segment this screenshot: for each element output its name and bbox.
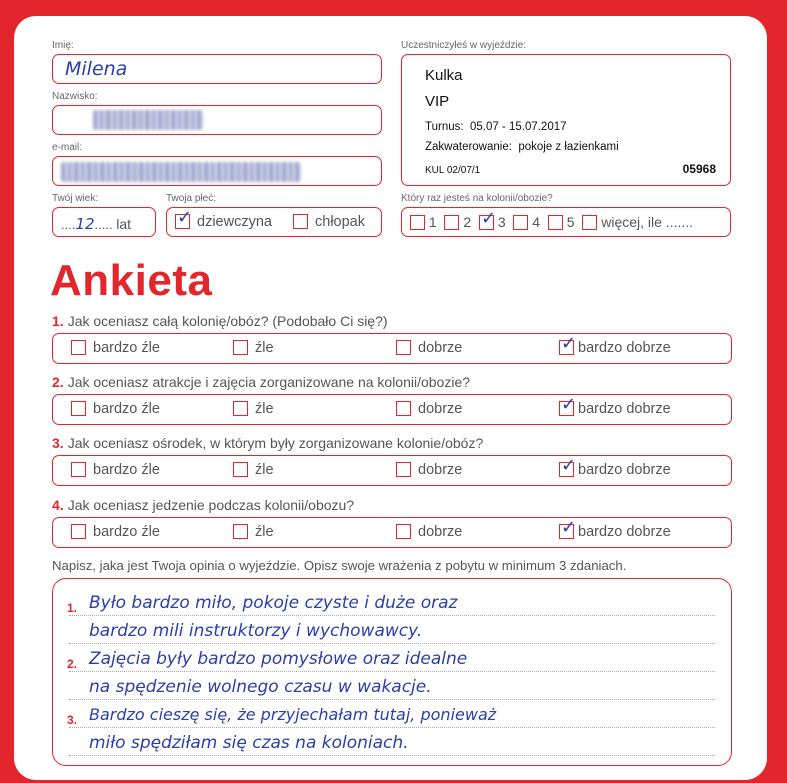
times-checkbox-more[interactable] [582,215,597,230]
zakwaterowanie-label: Zakwaterowanie: [425,141,512,153]
answer-label: bardzo dobrze [578,524,671,540]
question-3 [52,435,483,451]
question-2 [52,374,470,390]
answer-row-3 [52,455,732,486]
plec-checkbox-dziewczyna[interactable] [175,206,193,229]
question-text: Jak oceniasz jedzenie podczas kolonii/obozu? [67,497,355,513]
answer-option[interactable] [233,340,274,356]
question-text: Jak oceniasz atrakcje i zajęcia zorganizowane na kolonii/obozie? [67,374,471,390]
question-1 [52,313,388,329]
email-redacted [61,162,301,182]
trip-zakwaterowanie [425,141,619,153]
trip-label: Uczestniczyłeś w wyjeździe: [401,40,527,51]
answer-label: bardzo dobrze [578,401,671,417]
times-checkbox-1[interactable] [410,215,425,230]
answer-option[interactable] [396,524,462,540]
opinion-line-5: Bardzo cieszę się, że przyjechałam tutaj, ponieważ [89,705,497,724]
trip-code: KUL 02/07/1 [425,165,481,176]
question-number: 1. [52,313,64,329]
answer-checkbox[interactable] [396,401,411,416]
check-mark-icon: ✓ [561,332,577,354]
wiek-row [61,215,131,233]
survey-title: Ankieta [50,256,213,305]
answer-label: dobrze [418,401,463,417]
check-mark-icon: ✓ [561,516,577,538]
answer-label: bardzo dobrze [578,462,671,478]
answer-checkbox[interactable] [233,524,248,539]
ruled-line [69,755,715,756]
opinion-number-3: 3. [67,713,78,727]
answer-checkbox[interactable] [71,401,86,416]
answer-option[interactable] [71,401,160,417]
opinion-number-1: 1. [67,601,78,615]
times-checkbox-5[interactable] [548,215,563,230]
opinion-line-4: na spędzenie wolnego czasu w wakacje. [89,677,432,697]
answer-label: dobrze [418,340,463,356]
answer-option[interactable] [559,393,671,417]
question-4 [52,497,354,513]
times-label: Który raz jesteś na kolonii/obozie? [401,193,553,204]
answer-row-4 [52,517,732,548]
answer-checkbox[interactable] [396,340,411,355]
nazwisko-field[interactable] [52,105,382,135]
answer-row-2 [52,394,732,425]
ruled-line [69,643,715,644]
answer-checkbox[interactable] [396,524,411,539]
plec-option-label: chłopak [315,214,365,230]
wiek-dots-left: .... [61,217,76,232]
plec-label: Twoja płeć: [166,193,217,204]
ruled-line [69,671,715,672]
answer-option[interactable] [233,401,274,417]
wiek-unit: lat [116,216,132,232]
question-number: 4. [52,497,64,513]
opinion-number-2: 2. [67,657,78,671]
answer-option[interactable] [71,340,160,356]
answer-checkbox[interactable] [559,516,577,539]
times-options [410,207,694,231]
check-mark-icon: ✓ [177,206,193,228]
answer-label: źle [255,462,274,478]
check-mark-icon: ✓ [561,454,577,476]
answer-option[interactable] [396,340,462,356]
plec-option-chlopak[interactable] [293,214,365,230]
wiek-value: 12 [75,215,95,233]
question-number: 2. [52,374,64,390]
answer-label: bardzo źle [93,462,160,478]
answer-label: bardzo źle [93,340,160,356]
answer-checkbox[interactable] [233,401,248,416]
times-field [401,207,731,237]
answer-option[interactable] [559,332,671,356]
opinion-line-3: Zajęcia były bardzo pomysłowe oraz idealne [89,649,468,669]
times-option-label: 1 [428,214,437,230]
times-option-label: 4 [532,214,541,230]
times-option-label: 5 [566,214,575,230]
plec-option-label: dziewczyna [197,214,272,230]
answer-checkbox[interactable] [71,462,86,477]
plec-field [166,207,382,237]
answer-label: dobrze [418,524,463,540]
times-option-label: 3 [497,214,506,230]
imie-label: Imię: [52,40,74,51]
ruled-line [69,727,715,728]
opinion-prompt: Napisz, jaka jest Twoja opinia o wyjeździe. Opisz swoje wrażenia z pobytu w minimum 3 zdaniach. [52,558,627,573]
trip-turnus [425,121,567,133]
answer-checkbox[interactable] [559,332,577,355]
answer-option[interactable] [233,462,274,478]
answer-option[interactable] [71,462,160,478]
turnus-value: 05.07 - 15.07.2017 [469,121,567,133]
answer-option[interactable] [396,462,462,478]
trip-tier: VIP [425,93,450,110]
wiek-field[interactable] [52,207,156,237]
answer-checkbox[interactable] [233,462,248,477]
answer-option[interactable] [559,516,671,540]
answer-label: dobrze [418,462,463,478]
times-more-label: więcej, ile ....... [601,214,694,230]
survey-card [14,16,767,780]
times-option-label: 2 [463,214,472,230]
answer-label: źle [255,401,274,417]
check-mark-icon: ✓ [561,393,577,415]
trip-name: Kulka [425,67,463,84]
answer-option[interactable] [396,401,462,417]
opinion-line-1: Było bardzo miło, pokoje czyste i duże oraz [89,593,458,613]
imie-value: Milena [65,58,128,80]
trip-number: 05968 [682,162,716,176]
opinion-line-2: bardzo mili instruktorzy i wychowawcy. [89,621,423,641]
wiek-label: Twój wiek: [52,193,99,204]
wiek-dots-right: ..... [94,217,113,232]
answer-row-1 [52,333,732,364]
nazwisko-label: Nazwisko: [52,91,98,102]
opinion-box[interactable] [52,578,732,766]
zakwaterowanie-value: pokoje z łazienkami [518,141,619,153]
answer-option[interactable] [559,454,671,478]
question-text: Jak oceniasz ośrodek, w którym były zorganizowane kolonie/obóz? [67,435,484,451]
answer-checkbox[interactable] [233,340,248,355]
times-checkbox-4[interactable] [513,215,528,230]
answer-label: bardzo źle [93,524,160,540]
answer-label: bardzo źle [93,401,160,417]
trip-box [401,54,731,186]
answer-checkbox[interactable] [559,393,577,416]
email-label: e-mail: [52,142,83,153]
answer-option[interactable] [71,524,160,540]
answer-checkbox[interactable] [559,454,577,477]
question-number: 3. [52,435,64,451]
email-field[interactable] [52,156,382,186]
answer-checkbox[interactable] [396,462,411,477]
answer-label: źle [255,340,274,356]
opinion-line-6: miło spędziłam się czas na koloniach. [89,733,409,753]
imie-field[interactable] [52,54,382,84]
times-checkbox-3[interactable] [479,207,497,230]
answer-checkbox[interactable] [71,340,86,355]
turnus-label: Turnus: [425,121,464,133]
ruled-line [69,615,715,616]
plec-option-dziewczyna[interactable] [175,206,272,230]
plec-checkbox-chlopak[interactable] [293,214,308,229]
answer-checkbox[interactable] [71,524,86,539]
answer-label: źle [255,524,274,540]
check-mark-icon: ✓ [480,207,497,229]
nazwisko-redacted [93,110,203,130]
answer-option[interactable] [233,524,274,540]
times-checkbox-2[interactable] [444,215,459,230]
ruled-line [69,699,715,700]
answer-label: bardzo dobrze [578,340,671,356]
question-text: Jak oceniasz całą kolonię/obóz? (Podobało Ci się?) [67,313,388,329]
